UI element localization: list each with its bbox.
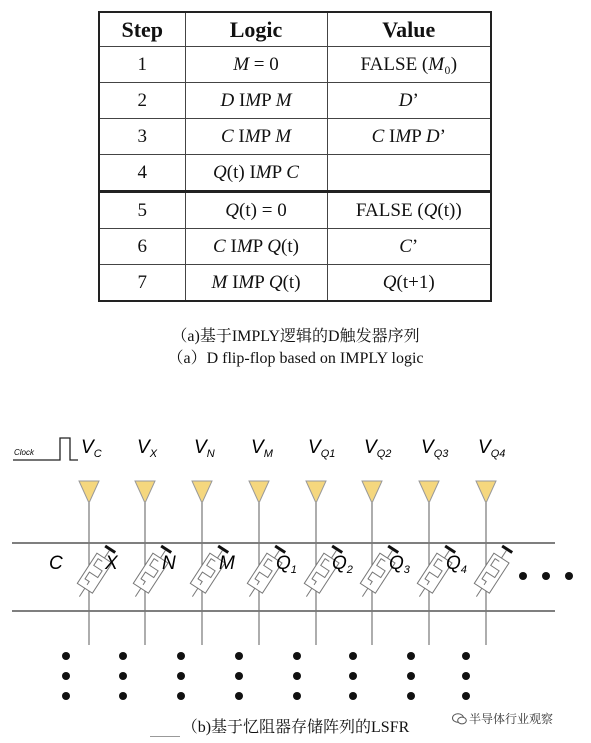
memristor-label: C [49, 553, 63, 574]
step-cell: 4 [99, 155, 185, 192]
table-row [99, 83, 491, 119]
continuation-dot [407, 652, 415, 660]
watermark [452, 710, 553, 727]
value-cell: D’ [327, 83, 491, 119]
voltage-label: $V_N$ [194, 437, 215, 460]
header-value: Value [327, 12, 491, 47]
continuation-dot [349, 652, 357, 660]
memristor-part [501, 545, 513, 554]
voltage-subscript: Q1 [320, 448, 336, 460]
continuation-dot [565, 572, 573, 580]
memristor-part [79, 588, 84, 596]
voltage-subscript: Q2 [376, 448, 392, 460]
continuation-dot [119, 652, 127, 660]
continuation-dot [407, 672, 415, 680]
continuation-dot [177, 672, 185, 680]
voltage-subscript: Q4 [490, 448, 506, 460]
continuation-dot [177, 692, 185, 700]
logic-cell: Q(t) IMP C [185, 155, 327, 192]
memristor-label: $Q_1$ [276, 553, 297, 576]
memristor-part [501, 551, 506, 559]
memristor-symbol [469, 543, 516, 601]
voltage-subscript: X [149, 448, 158, 460]
table-row [99, 119, 491, 155]
step-cell: 2 [99, 83, 185, 119]
buffer-triangle [419, 481, 439, 503]
logic-cell: D IMP M [185, 83, 327, 119]
buffer-triangle [192, 481, 212, 503]
value-cell: C’ [327, 229, 491, 265]
value-cell: Q(t+1) [327, 265, 491, 302]
logic-cell: C IMP Q(t) [185, 229, 327, 265]
value-cell [327, 155, 491, 192]
buffer-triangle [79, 481, 99, 503]
buffer-triangle [362, 481, 382, 503]
header-logic: Logic [185, 12, 327, 47]
memristor-label: N [162, 553, 176, 574]
continuation-dot [542, 572, 550, 580]
memristor-lsfr-diagram [0, 400, 591, 710]
voltage-label: $V_M$ [251, 437, 273, 460]
continuation-dot [293, 652, 301, 660]
logic-cell: M IMP Q(t) [185, 265, 327, 302]
memristor-label: $Q_2$ [332, 553, 353, 576]
continuation-dot [235, 692, 243, 700]
memristor-part [419, 588, 424, 596]
logic-cell: Q(t) = 0 [185, 192, 327, 229]
logic-cell: C IMP M [185, 119, 327, 155]
value-cell: FALSE (Q(t)) [327, 192, 491, 229]
clock-label: Clock [14, 448, 35, 457]
wechat-icon [452, 713, 467, 725]
memristor-part [474, 553, 509, 593]
continuation-dot [349, 692, 357, 700]
voltage-label: $V_C$ [81, 437, 102, 460]
memristor-part [306, 588, 311, 596]
memristor-label: M [219, 553, 235, 574]
continuation-dot [62, 692, 70, 700]
memristor-label: $Q_4$ [446, 553, 467, 576]
continuation-dot [119, 672, 127, 680]
continuation-dot [349, 672, 357, 680]
value-cell: FALSE (M₀) [327, 47, 491, 83]
voltage-subscript: M [263, 448, 273, 460]
continuation-dot [235, 672, 243, 680]
logic-cell: M = 0 [185, 47, 327, 83]
memristor-part [192, 588, 197, 596]
watermark-text: 半导体行业观察 [469, 712, 554, 726]
memristor-subscript: 4 [460, 564, 467, 576]
caption-a-english: （a）D flip-flop based on IMPLY logic [167, 350, 424, 367]
continuation-dot [519, 572, 527, 580]
continuation-dot [462, 652, 470, 660]
continuation-dot [407, 692, 415, 700]
step-cell: 7 [99, 265, 185, 302]
continuation-dot [177, 652, 185, 660]
memristor-subscript: 2 [346, 564, 353, 576]
step-cell: 3 [99, 119, 185, 155]
continuation-dot [462, 692, 470, 700]
voltage-subscript: C [93, 448, 102, 460]
buffer-triangle [306, 481, 326, 503]
imply-sequence-table [98, 11, 492, 302]
voltage-label: $V_{Q4}$ [478, 437, 506, 460]
buffer-triangle [249, 481, 269, 503]
table-row [99, 265, 491, 302]
continuation-dot [293, 672, 301, 680]
memristor-subscript: 1 [290, 564, 297, 576]
table-row [99, 47, 491, 83]
voltage-label: $V_{Q2}$ [364, 437, 392, 460]
memristor-part [135, 588, 140, 596]
buffer-triangle [476, 481, 496, 503]
continuation-dot [119, 692, 127, 700]
voltage-label: $V_{Q1}$ [308, 437, 336, 460]
voltage-label: $V_X$ [137, 437, 158, 460]
buffer-triangle [135, 481, 155, 503]
memristor-label: $Q_3$ [389, 553, 410, 576]
value-cell: C IMP D’ [327, 119, 491, 155]
continuation-dot [235, 652, 243, 660]
caption-a-chinese: （a)基于IMPLY逻辑的D触发器序列 [171, 328, 420, 345]
step-cell: 1 [99, 47, 185, 83]
cropped-line [150, 736, 180, 740]
memristor-label: X [105, 553, 118, 574]
continuation-dot [293, 692, 301, 700]
memristor-part [362, 588, 367, 596]
memristor-subscript: 3 [403, 564, 410, 576]
step-cell: 5 [99, 192, 185, 229]
table-row [99, 192, 491, 229]
memristor-part [249, 588, 254, 596]
memristor-part [476, 588, 481, 596]
table-row [99, 155, 491, 192]
table-row [99, 229, 491, 265]
header-step: Step [99, 12, 185, 47]
continuation-dot [62, 672, 70, 680]
voltage-label: $V_{Q3}$ [421, 437, 449, 460]
continuation-dot [62, 652, 70, 660]
continuation-dot [462, 672, 470, 680]
step-cell: 6 [99, 229, 185, 265]
table-header-row [99, 12, 491, 47]
caption-b-chinese: （b)基于忆阻器存储阵列的LSFR [181, 719, 410, 736]
voltage-subscript: N [206, 448, 215, 460]
voltage-subscript: Q3 [433, 448, 449, 460]
